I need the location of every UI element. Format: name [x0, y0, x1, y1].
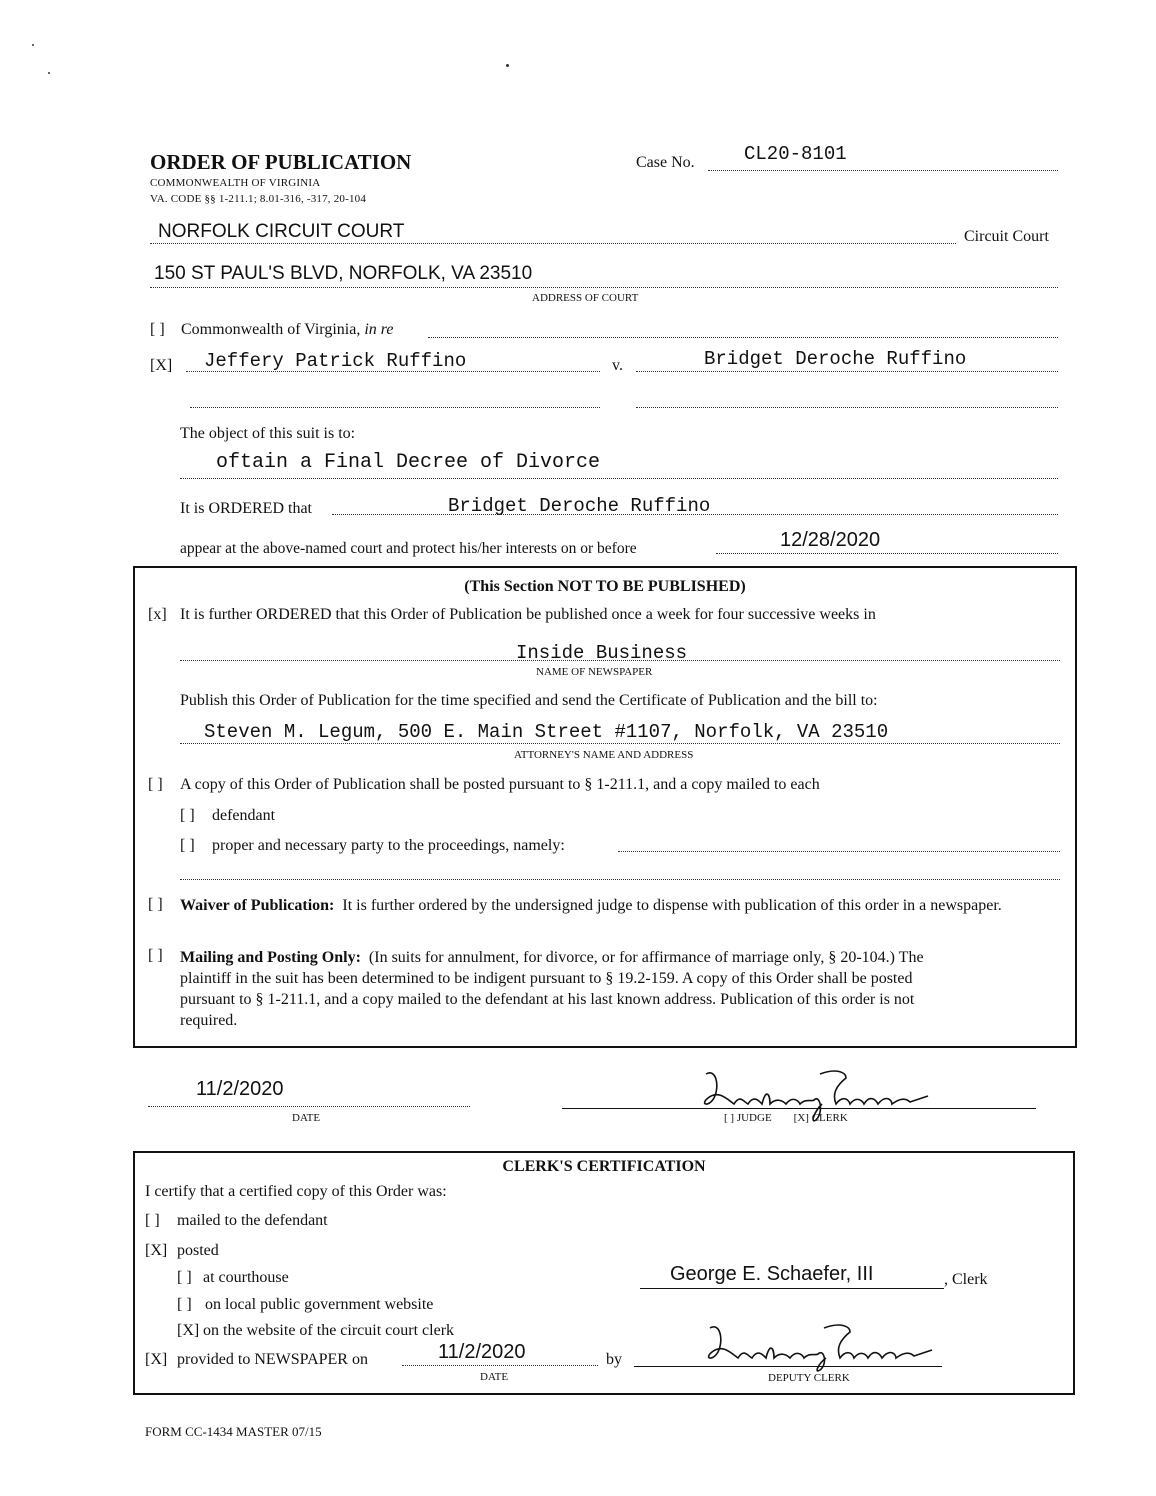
- appear-date: 12/28/2020: [780, 529, 881, 551]
- party-checkbox[interactable]: [ ]: [180, 837, 195, 854]
- newspaper-name: Inside Business: [516, 642, 688, 664]
- scan-speck: [506, 64, 509, 67]
- clerk-name: George E. Schaefer, III: [670, 1263, 874, 1285]
- appear-date-line: [716, 553, 1058, 554]
- judge-checkbox[interactable]: [ ]: [724, 1112, 735, 1124]
- party-line-2: [180, 879, 1060, 880]
- object-line: [180, 478, 1058, 479]
- defendant-line-2: [636, 407, 1058, 408]
- mailing-line-3: pursuant to § 1-211.1, and a copy mailed to the defendant at his last known address. Publication of this order is not: [180, 991, 915, 1008]
- party-label: proper and necessary party to the proceedings, namely:: [212, 837, 565, 854]
- scan-speck: [48, 72, 50, 74]
- defendant-name: Bridget Deroche Ruffino: [704, 348, 967, 370]
- order-date-caption: DATE: [292, 1112, 321, 1124]
- newspaper-cert-date-caption: DATE: [480, 1371, 509, 1383]
- mailing-title: Mailing and Posting Only:: [180, 949, 361, 966]
- case-no-value: CL20-8101: [744, 143, 847, 165]
- mailing-line-1: [180, 947, 1060, 968]
- mailed-label: mailed to the defendant: [177, 1212, 328, 1229]
- case-no-line: [708, 170, 1058, 171]
- clerk-suffix: , Clerk: [944, 1271, 988, 1288]
- clerk-checkbox[interactable]: [X]: [793, 1112, 809, 1124]
- newspaper-caption: NAME OF NEWSPAPER: [536, 666, 653, 678]
- mailing-line-2: plaintiff in the suit has been determined to be indigent pursuant to § 19.2-159. A copy of this Order shall be posted: [180, 970, 913, 987]
- in-re-italic: in re: [364, 321, 394, 338]
- certification-intro: I certify that a certified copy of this Order was:: [145, 1183, 447, 1200]
- clerk-website-checkbox[interactable]: [X]: [177, 1322, 200, 1339]
- posted-cert-label: posted: [177, 1242, 219, 1259]
- ordered-name: Bridget Deroche Ruffino: [448, 495, 711, 517]
- clerk-website-label: on the website of the circuit court clerk: [203, 1322, 455, 1339]
- versus-label: v.: [612, 357, 623, 374]
- commonwealth-in-re-label: [181, 321, 394, 339]
- posted-cert-checkbox[interactable]: [X]: [145, 1242, 168, 1259]
- party-line: [618, 851, 1060, 852]
- deputy-clerk-caption: DEPUTY CLERK: [768, 1372, 850, 1384]
- defendant-label: defendant: [212, 807, 276, 824]
- court-name-line: [150, 243, 956, 244]
- address-caption: ADDRESS OF COURT: [532, 292, 639, 304]
- appear-text: appear at the above-named court and protect his/her interests on or before: [180, 540, 637, 557]
- mailing-checkbox[interactable]: [ ]: [148, 947, 163, 964]
- gov-website-label: on local public government website: [205, 1296, 434, 1313]
- court-name: NORFOLK CIRCUIT COURT: [158, 221, 405, 242]
- commonwealth-checkbox[interactable]: [ ]: [150, 321, 165, 338]
- court-address-line: [150, 287, 1058, 288]
- mailing-paragraph: [180, 947, 1060, 1031]
- parties-checkbox[interactable]: [X]: [150, 357, 173, 374]
- order-date-line: [148, 1106, 470, 1107]
- va-code-label: VA. CODE §§ 1-211.1; 8.01-316, -317, 20-104: [150, 193, 367, 205]
- courthouse-label: at courthouse: [203, 1269, 289, 1286]
- attorney-name-address: Steven M. Legum, 500 E. Main Street #1107, Norfolk, VA 23510: [204, 721, 889, 743]
- court-address: 150 ST PAUL'S BLVD, NORFOLK, VA 23510: [154, 263, 533, 284]
- clerk-label: CLERK: [811, 1112, 848, 1124]
- courthouse-checkbox[interactable]: [ ]: [177, 1269, 192, 1286]
- publish-checkbox[interactable]: [x]: [148, 606, 167, 623]
- mailing-line-4: required.: [180, 1012, 238, 1029]
- waiver-checkbox[interactable]: [ ]: [148, 896, 163, 913]
- attorney-caption: ATTORNEY'S NAME AND ADDRESS: [514, 749, 694, 761]
- waiver-title: Waiver of Publication:: [180, 897, 335, 914]
- commonwealth-label: COMMONWEALTH OF VIRGINIA: [150, 177, 321, 189]
- ordered-label: It is ORDERED that: [180, 500, 312, 517]
- posted-checkbox[interactable]: [ ]: [148, 776, 163, 793]
- object-label: The object of this suit is to:: [180, 425, 356, 442]
- plaintiff-line-2: [190, 407, 600, 408]
- form-title: ORDER OF PUBLICATION: [150, 150, 412, 174]
- plaintiff-name: Jeffery Patrick Ruffino: [204, 350, 467, 372]
- send-text: Publish this Order of Publication for the time specified and send the Certificate of Publication and the bill to:: [180, 692, 878, 709]
- form-number: FORM CC-1434 MASTER 07/15: [145, 1424, 322, 1439]
- object-value: oftain a Final Decree of Divorce: [216, 451, 601, 474]
- scan-speck: [32, 44, 34, 46]
- deputy-clerk-signature-image: [700, 1318, 940, 1374]
- judge-label: JUDGE: [736, 1112, 772, 1124]
- commonwealth-in-re-text: Commonwealth of Virginia,: [181, 321, 361, 338]
- newspaper-cert-date-line: [402, 1365, 598, 1366]
- commonwealth-line: [428, 337, 1058, 338]
- section-heading: (This Section NOT TO BE PUBLISHED): [464, 578, 746, 595]
- waiver-paragraph: [180, 896, 1050, 916]
- newspaper-cert-label: provided to NEWSPAPER on: [177, 1351, 368, 1368]
- gov-website-checkbox[interactable]: [ ]: [177, 1296, 192, 1313]
- certification-heading: CLERK'S CERTIFICATION: [502, 1158, 706, 1175]
- mailed-checkbox[interactable]: [ ]: [145, 1212, 160, 1229]
- attorney-line: [180, 743, 1060, 744]
- judge-clerk-caption: [724, 1112, 848, 1124]
- clerk-name-line: [640, 1288, 944, 1289]
- mailing-text-1: (In suits for annulment, for divorce, or for affirmance of marriage only, § 20-104.) The: [368, 949, 924, 966]
- defendant-checkbox[interactable]: [ ]: [180, 807, 195, 824]
- defendant-line: [636, 371, 1058, 372]
- waiver-text: It is further ordered by the undersigned judge to dispense with publication of this order in a newspaper.: [342, 897, 1002, 914]
- by-label: by: [606, 1351, 622, 1368]
- newspaper-cert-date: 11/2/2020: [438, 1341, 526, 1363]
- publish-text: It is further ORDERED that this Order of Publication be published once a week for four successive weeks in: [180, 606, 876, 623]
- order-date: 11/2/2020: [196, 1078, 284, 1100]
- newspaper-cert-checkbox[interactable]: [X]: [145, 1351, 168, 1368]
- circuit-court-label: Circuit Court: [964, 228, 1049, 245]
- case-no-label: Case No.: [636, 154, 695, 171]
- posted-text: A copy of this Order of Publication shall be posted pursuant to § 1-211.1, and a copy mailed to each: [180, 776, 820, 793]
